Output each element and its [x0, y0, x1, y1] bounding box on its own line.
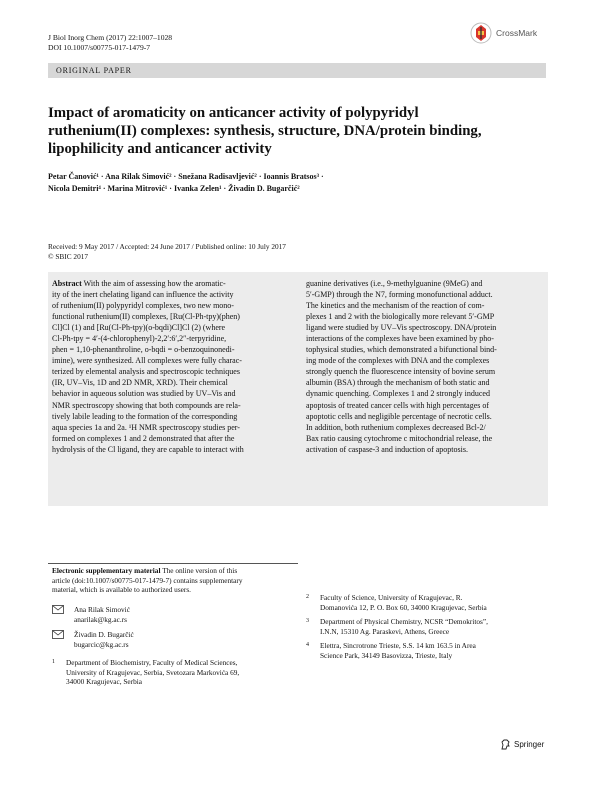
abstract-line: formed on complexes 1 and 2 demonstrated that after the	[52, 433, 235, 443]
correspondence-author-1	[52, 605, 297, 624]
abstract-line: strongly quench the fluorescence intensity of bovine serum	[306, 367, 496, 377]
abstract-line: terized by elemental analysis and spectroscopic techniques	[52, 367, 240, 377]
abstract-line: hydrolysis of the Cl ligand, they are capable to interact with	[52, 444, 244, 454]
abstract-line: behavior in aqueous solution was studied by UV–Vis and	[52, 389, 236, 399]
author-line-1: Petar Čanović¹ · Ana Rilak Simović² · Snežana Radisavljević² · Ioannis Bratsos³ ·	[48, 172, 324, 181]
abstract-line: of ruthenium(II) polypyridyl complexes, two new mono-	[52, 301, 234, 311]
abstract-line: apoptotic cells and negligible percentage of necrotic cells.	[306, 411, 492, 421]
abstract-line: Bax ratio causing cytochrome c mitochondrial release, the	[306, 433, 493, 443]
abstract-heading: Abstract	[52, 279, 82, 288]
correspondence-email[interactable]: anarilak@kg.ac.rs	[74, 614, 127, 624]
publication-dates	[48, 242, 286, 262]
publisher-logo	[500, 739, 544, 750]
abstract-line: apoptosis of treated cancer cells with high percentages of	[306, 400, 490, 410]
paper-title: Impact of aromaticity on anticancer activity of polypyridyl ruthenium(II) complexes: synthesis, structure, DNA/protein binding, lipophilicity and anticancer activity	[48, 105, 482, 157]
affiliation-number: 3	[306, 618, 309, 624]
abstract-line: tophysical studies, which demonstrated a bifunctional bind-	[306, 345, 497, 355]
author-line-2: Nicola Demitri⁴ · Marina Mitrović¹ · Ivanka Zelen¹ · Živadin D. Bugarčić²	[48, 183, 300, 193]
abstract-line: phen = 1,10-phenanthroline, o-bqdi = o-benzoquinonedi-	[52, 345, 235, 355]
publisher-name: Springer	[514, 740, 545, 749]
abstract-line: dynamic quenching. Complexes 1 and 2 strongly induced	[306, 389, 490, 399]
author-list	[48, 171, 548, 194]
abstract-line: (IR, UV–Vis, 1D and 2D NMR, XRD). Their chemical	[52, 378, 228, 388]
esm-label: Electronic supplementary material	[52, 566, 161, 575]
esm-doi-link[interactable]: article (doi:10.1007/s00775-017-1479-7) contains supplementary	[52, 575, 243, 585]
affiliation-2: 2 Faculty of Science, University of Kragujevac, R. Domanovića 12, P. O. Box 60, 34000 Kragujevac, Serbia	[306, 593, 487, 612]
received-accepted-line: Received: 9 May 2017 / Accepted: 24 June 2017 / Published online: 10 July 2017	[48, 242, 286, 251]
correspondence-author-2	[52, 630, 297, 649]
abstract-line: Abstract With the aim of assessing how the aromatic-	[52, 279, 226, 288]
springer-horse-icon	[500, 739, 511, 750]
affiliation-3: 3 Department of Physical Chemistry, NCSR “Demokritos”, I.N.N, 15310 Ag. Paraskevi, Athens, Greece	[306, 617, 488, 636]
abstract-line: ing mode of the complexes with DNA and the complexes	[306, 356, 490, 366]
section-label: ORIGINAL PAPER	[48, 63, 546, 78]
abstract-line: 5′-GMP) through the N7, forming monofunctional adduct.	[306, 290, 493, 300]
abstract-line: ligand were studied by UV–Vis spectroscopy. DNA/protein	[306, 323, 497, 333]
copyright-line: © SBIC 2017	[48, 252, 89, 261]
abstract-line: plexes 1 and 2 with the biologically more relevant 5′-GMP	[306, 312, 495, 322]
abstract-column-left	[52, 278, 297, 455]
affiliation-number: 2	[306, 594, 309, 600]
journal-citation: J Biol Inorg Chem (2017) 22:1007–1028	[48, 33, 173, 42]
correspondence-name: Ana Rilak Simović	[74, 605, 130, 614]
abstract-line: tively labile leading to the formation of the corresponding	[52, 411, 238, 421]
abstract-line: In addition, both ruthenium complexes decreased Bcl-2/	[306, 422, 486, 432]
doi-line: DOI 10.1007/s00775-017-1479-7	[48, 43, 151, 52]
correspondence-name: Živadin D. Bugarčić	[74, 630, 134, 639]
footnote-divider	[48, 563, 298, 564]
crossmark-badge[interactable]	[470, 22, 537, 44]
abstract-line: activation of caspase-3 and induction of apoptosis.	[306, 444, 468, 454]
abstract-line: functional ruthenium(II) complexes, [Ru(Cl-Ph-tpy)(phen)	[52, 312, 240, 322]
abstract-line: ity of the inert chelating ligand can influence the activity	[52, 290, 234, 300]
envelope-icon	[52, 630, 64, 639]
affiliation-number: 1	[52, 659, 55, 665]
abstract-line: Cl-Ph-tpy = 4′-(4-chlorophenyl)-2,2′:6′,2″-terpyridine,	[52, 334, 227, 344]
envelope-icon	[52, 605, 64, 614]
abstract-line: Cl]Cl (1) and [Ru(Cl-Ph-tpy)(o-bqdi)Cl]Cl (2) (where	[52, 323, 226, 333]
crossmark-icon	[470, 22, 492, 44]
abstract-line: The kinetics and the mechanism of the reaction of com-	[306, 301, 485, 311]
abstract-column-right	[306, 278, 546, 455]
affiliation-number: 4	[306, 642, 309, 648]
abstract-line: guanine derivatives (i.e., 9-methylguanine (9MeG) and	[306, 279, 483, 288]
abstract-line: NMR spectroscopy showing that both compounds are rela-	[52, 400, 241, 410]
affiliation-4: 4 Elettra, Sincrotrone Trieste, S.S. 14 km 163.5 in Area Science Park, 34149 Basovizza, Trieste, Italy	[306, 641, 476, 660]
correspondence-email[interactable]: bugarcic@kg.ac.rs	[74, 639, 129, 649]
supplementary-material-note: Electronic supplementary material The online version of this article (doi:10.1007/s00775-017-1479-7) contains supplementary material, which is available to authorized users.	[52, 566, 297, 595]
abstract-line: imine), were synthesized. All complexes were fully charac-	[52, 356, 242, 366]
crossmark-label: CrossMark	[496, 28, 538, 38]
abstract-line: albumin (BSA) through the mechanism of both static and	[306, 378, 490, 388]
affiliation-1: 1 Department of Biochemistry, Faculty of Medical Sciences, University of Kragujevac, Serbia, Svetozara Markovića 69, 34000 Kragujevac, Serbia	[52, 658, 240, 687]
abstract-line: aqua species 1a and 2a. ¹H NMR spectroscopy studies per-	[52, 422, 240, 432]
abstract-line: interactions of the complexes have been examined by pho-	[306, 334, 494, 344]
